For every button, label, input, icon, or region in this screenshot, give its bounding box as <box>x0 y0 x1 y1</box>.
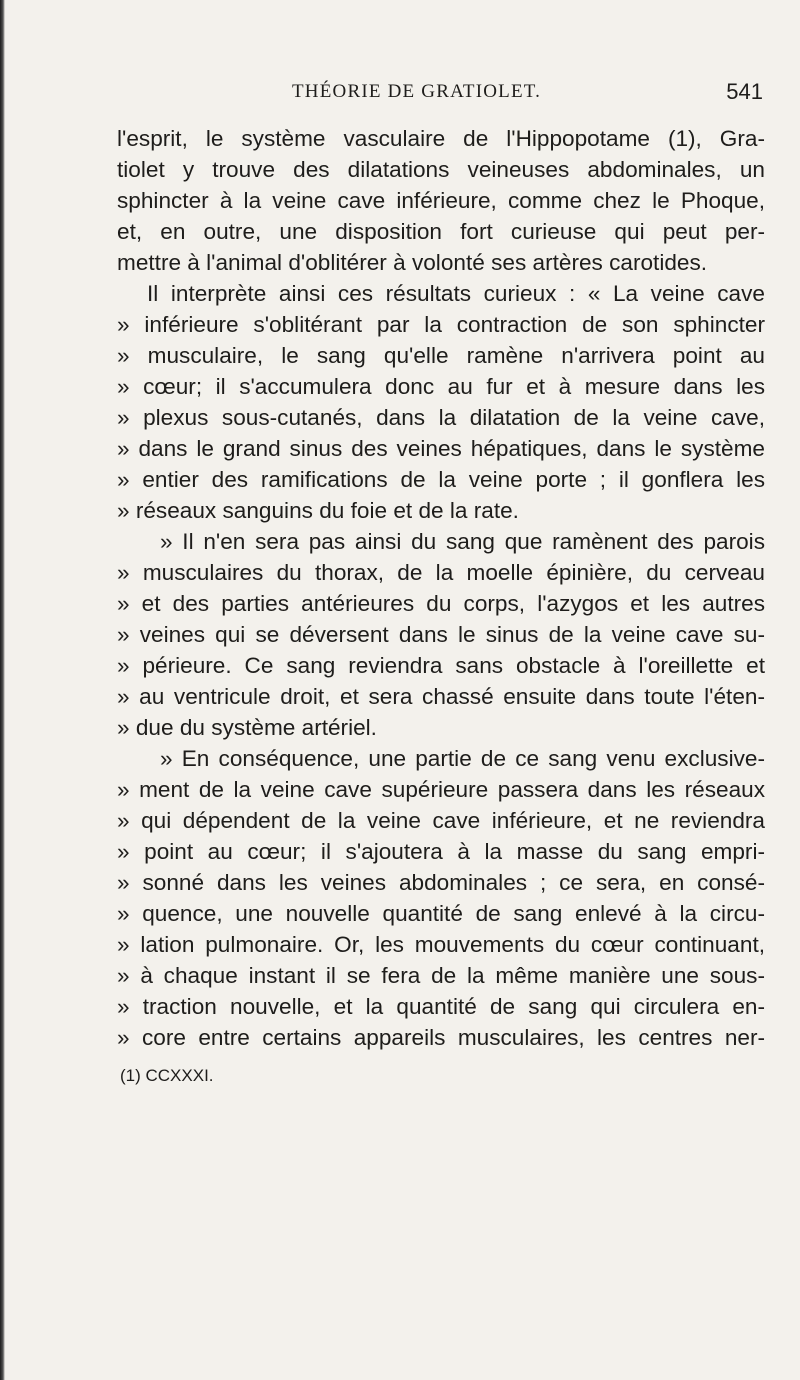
text-line: » périeure. Ce sang reviendra sans obstacle à l'oreillette et <box>117 653 765 678</box>
text-line: » cœur; il s'accumulera donc au fur et à mesure dans les <box>117 374 765 399</box>
text-line: tiolet y trouve des dilatations veineuses abdominales, un <box>117 157 765 182</box>
text-line: » sonné dans les veines abdominales ; ce sera, en consé- <box>117 870 765 895</box>
text-line: » musculaires du thorax, de la moelle épinière, du cerveau <box>117 560 765 585</box>
text-line: » ment de la veine cave supérieure passera dans les réseaux <box>117 777 765 802</box>
text-line: » Il n'en sera pas ainsi du sang que ramènent des parois <box>160 529 765 554</box>
text-line: sphincter à la veine cave inférieure, comme chez le Phoque, <box>117 188 765 213</box>
text-line: » veines qui se déversent dans le sinus de la veine cave su- <box>117 622 765 647</box>
text-line: » et des parties antérieures du corps, l'azygos et les autres <box>117 591 765 616</box>
text-line: » traction nouvelle, et la quantité de sang qui circulera en- <box>117 994 765 1019</box>
running-head <box>118 81 763 105</box>
running-title: THÉORIE DE GRATIOLET. <box>292 81 542 102</box>
text-line: l'esprit, le système vasculaire de l'Hippopotame (1), Gra- <box>117 126 765 151</box>
text-line: » point au cœur; il s'ajoutera à la masse du sang empri- <box>117 839 765 864</box>
text-line: » inférieure s'oblitérant par la contraction de son sphincter <box>117 312 765 337</box>
text-line: » au ventricule droit, et sera chassé ensuite dans toute l'éten- <box>117 684 765 709</box>
text-line: Il interprète ainsi ces résultats curieux : « La veine cave <box>147 281 765 306</box>
text-line: mettre à l'animal d'oblitérer à volonté ses artères carotides. <box>117 250 708 275</box>
text-line: et, en outre, une disposition fort curieuse qui peut per- <box>117 219 765 244</box>
text-line: » plexus sous-cutanés, dans la dilatation de la veine cave, <box>117 405 765 430</box>
binding-edge <box>0 0 5 1380</box>
text-line: » musculaire, le sang qu'elle ramène n'arrivera point au <box>117 343 765 368</box>
text-line: » En conséquence, une partie de ce sang venu exclusive- <box>160 746 765 771</box>
text-line: » quence, une nouvelle quantité de sang enlevé à la circu- <box>117 901 765 926</box>
footnote: (1) CCXXXI. <box>120 1066 214 1085</box>
text-line: » due du système artériel. <box>117 715 377 740</box>
text-line: » qui dépendent de la veine cave inférieure, et ne reviendra <box>117 808 765 833</box>
text-line: » core entre certains appareils musculaires, les centres ner- <box>117 1025 765 1050</box>
text-line: » réseaux sanguins du foie et de la rate. <box>117 498 519 523</box>
text-line: » dans le grand sinus des veines hépatiques, dans le système <box>117 436 765 461</box>
text-line: » à chaque instant il se fera de la même manière une sous- <box>117 963 765 988</box>
page-number: 541 <box>726 79 763 104</box>
text-line: » lation pulmonaire. Or, les mouvements du cœur continuant, <box>117 932 765 957</box>
text-line: » entier des ramifications de la veine porte ; il gonflera les <box>117 467 765 492</box>
